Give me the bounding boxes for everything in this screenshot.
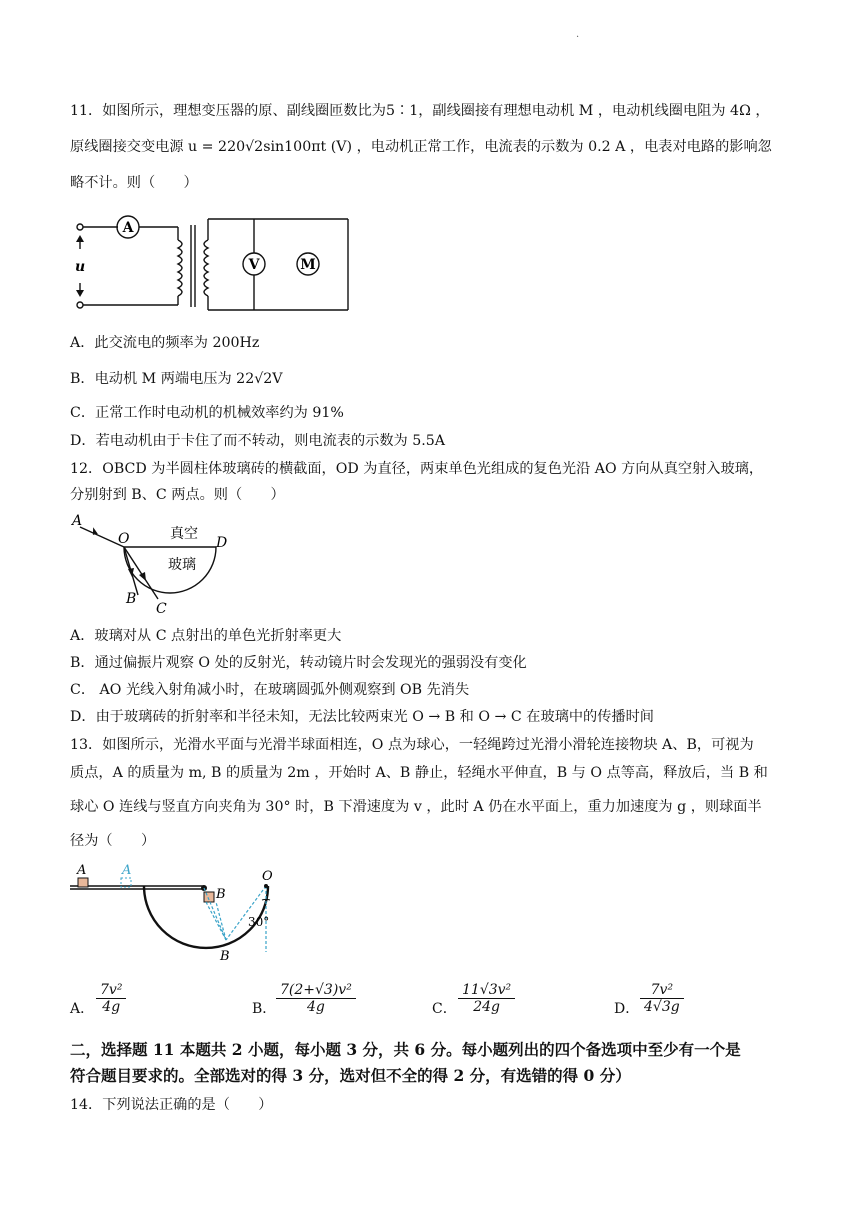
- q13-option-a-label: A．: [70, 1001, 95, 1017]
- q13-option-b-numerator: 7(2+√3)v²: [276, 982, 356, 999]
- q13-option-d-denominator: 4√3g: [644, 999, 680, 1015]
- q13-text-line3: 球心 O 连线与竖直方向夹角为 30° 时，B 下滑速度为 v ，此时 A 仍在水平面上，重力加速度为 g ，则球面半: [70, 799, 762, 815]
- q12-option-d: D．由于玻璃砖的折射率和半径未知，无法比较两束光 O → B 和 O → C 在玻璃中的传播时间: [70, 709, 654, 725]
- q13-hemisphere-figure: [66, 860, 316, 968]
- q11-option-d: D．若电动机由于卡住了而不转动，则电流表的示数为 5.5A: [70, 433, 446, 449]
- q13-option-d-numerator: 7v²: [640, 982, 684, 999]
- q12-option-b: B．通过偏振片观察 O 处的反射光，转动镜片时会发现光的强弱没有变化: [70, 655, 527, 671]
- q13-option-c-label: C．: [432, 1001, 457, 1017]
- q13-option-d-fraction: [640, 982, 684, 1015]
- q13-text-line1: 13．如图所示，光滑水平面与光滑半球面相连，O 点为球心，一轻绳跨过光滑小滑轮连接物块 A、B，可视为: [70, 737, 754, 753]
- ammeter-label: A: [122, 220, 134, 236]
- q13-option-d-label: D．: [614, 1001, 640, 1017]
- point-c-label: C: [156, 601, 167, 615]
- q14-text-line1: 14．下列说法正确的是（ ）: [70, 1097, 273, 1113]
- voltmeter-label: V: [248, 257, 260, 273]
- q13-option-b-fraction: [276, 982, 356, 1015]
- q13-option-c-fraction: [458, 982, 515, 1015]
- q13-option-b-denominator: 4g: [306, 999, 325, 1015]
- point-b-label: B: [126, 591, 137, 607]
- block-b-label: B: [216, 887, 226, 902]
- section2-heading-line2: 符合题目要求的。全部选对的得 3 分，选对但不全的得 2 分，有选错的得 0 分）: [70, 1066, 631, 1085]
- section2-heading-line1: 二，选择题 11 本题共 2 小题，每小题 3 分，共 6 分。每小题列出的四个备选项中至少有一个是: [70, 1040, 741, 1059]
- point-d-label: D: [216, 535, 228, 551]
- q12-option-a: A．玻璃对从 C 点射出的单色光折射率更大: [70, 628, 342, 644]
- q11-text-line1: 11．如图所示，理想变压器的原、副线圈匝数比为5∶1，副线圈接有理想电动机 M ，电动机线圈电阻为 4Ω ，: [70, 103, 770, 119]
- q11-option-b: B．电动机 M 两端电压为 22√2V: [70, 371, 283, 387]
- center-o-label: O: [262, 869, 273, 884]
- q13-option-c-denominator: 24g: [473, 999, 500, 1015]
- q12-prism-figure: [66, 513, 246, 615]
- q11-option-c: C．正常工作时电动机的机械效率约为 91%: [70, 405, 344, 421]
- point-o-label: O: [118, 531, 130, 547]
- q13-option-a-denominator: 4g: [102, 999, 121, 1015]
- block-b-final-label: B: [220, 949, 230, 964]
- motor-label: M: [300, 257, 316, 273]
- q11-text-line3: 略不计。则（ ）: [70, 175, 198, 191]
- q13-option-a-numerator: 7v²: [96, 982, 126, 999]
- angle-label: 30°: [248, 915, 270, 929]
- q12-text-line2: 分别射到 B、C 两点。则（ ）: [70, 487, 285, 503]
- vacuum-label: 真空: [170, 526, 198, 542]
- q13-option-c-numerator: 11√3v²: [458, 982, 515, 999]
- header-dot: ·: [576, 32, 580, 43]
- block-a-ghost-label: A: [122, 863, 132, 878]
- point-a-label: A: [72, 513, 83, 529]
- q13-option-b-label: B．: [252, 1001, 277, 1017]
- q13-option-a-fraction: [96, 982, 126, 1015]
- q13-text-line4: 径为（ ）: [70, 833, 156, 849]
- q11-text-line2: 原线圈接交变电源 u = 220√2sin100πt (V) ，电动机正常工作，电流表的示数为 0.2 A ，电表对电路的影响忽: [70, 139, 772, 155]
- q12-text-line1: 12．OBCD 为半圆柱体玻璃砖的横截面，OD 为直径，两束单色光组成的复色光沿 AO 方向从真空射入玻璃，: [70, 461, 764, 477]
- block-a-label: A: [77, 863, 87, 878]
- source-label: u: [75, 259, 86, 275]
- q13-text-line2: 质点，A 的质量为 m, B 的质量为 2m ，开始时 A、B 静止，轻绳水平伸直，B 与 O 点等高，释放后，当 B 和: [70, 765, 768, 781]
- glass-label: 玻璃: [168, 557, 196, 573]
- q11-circuit-figure: [66, 205, 356, 315]
- q12-option-c: C． AO 光线入射角减小时，在玻璃圆弧外侧观察到 OB 先消失: [70, 682, 470, 698]
- q11-option-a: A．此交流电的频率为 200Hz: [70, 335, 260, 351]
